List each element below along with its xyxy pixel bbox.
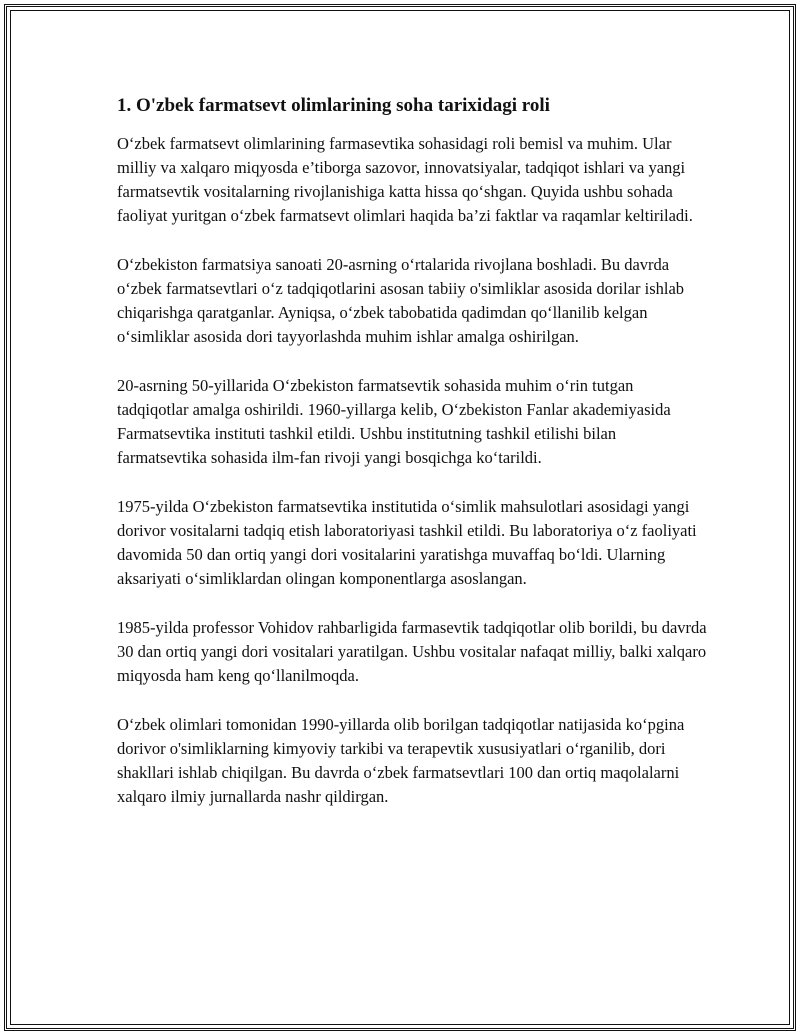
paragraph-industry-origins: O‘zbekiston farmatsiya sanoati 20-asrning o‘rtalarida rivojlana boshladi. Bu davrda o‘zbek farmatsevtlari o‘z tadqiqotlarini asosan tabiiy o'simliklar asosida dorilar ishlab chiqarishga qaratganlar. Ayniqsa, o‘zbek tabobatida qadimdan qo‘llanilib kelgan o‘simliklar asosida dori tayyorlashda muhim ishlar amalga oshirilgan. [117,255,685,346]
document-body [117,94,707,834]
section-title: 1. O'zbek farmatsevt olimlarining soha tarixidagi roli [117,95,550,116]
paragraph-1950s-1960s: 20-asrning 50-yillarida O‘zbekiston farmatsevtik sohasida muhim o‘rin tutgan tadqiqotlar amalga oshirildi. 1960-yillarga kelib, O‘zbekiston Fanlar akademiyasida Farmatsevtika instituti tashkil etildi. Ushbu institutning tashkil etilishi bilan farmatsevtika sohasida ilm-fan rivoji yangi bosqichga ko‘tarildi. [117,376,671,467]
paragraph-1990s-research: O‘zbek olimlari tomonidan 1990-yillarda olib borilgan tadqiqotlar natijasida ko‘pgina dorivor o'simliklarning kimyoviy tarkibi va terapevtik xususiyatlari o‘rganilib, dori shakllari ishlab chiqilgan. Bu davrda o‘zbek farmatsevtlari 100 dan ortiq maqolalarni xalqaro ilmiy jurnallarda nashr qildirgan. [117,715,685,806]
paragraph-introduction: O‘zbek farmatsevt olimlarining farmasevtika sohasidagi roli bemisl va muhim. Ular milliy va xalqaro miqyosda e’tiborga sazovor, innovatsiyalar, tadqiqot ishlari va yangi farmatsevtik vositalarning rivojlanishiga katta hissa qo‘shgan. Quyida ushbu sohada faoliyat yuritgan o‘zbek farmatsevt olimlari haqida ba’zi faktlar va raqamlar keltiriladi. [117,134,693,225]
paragraph-1985-research: 1985-yilda professor Vohidov rahbarligida farmasevtik tadqiqotlar olib borildi, bu davrda 30 dan ortiq yangi dori vositalari yaratilgan. Ushbu vositalar nafaqat milliy, balki xalqaro miqyosda ham keng qo‘llanilmoqda. [117,618,707,685]
paragraph-1975-laboratory: 1975-yilda O‘zbekiston farmatsevtika institutida o‘simlik mahsulotlari asosidagi yangi dorivor vositalarni tadqiq etish laboratoriyasi tashkil etildi. Bu laboratoriya o‘z faoliyati davomida 50 dan ortiq yangi dori vositalarini yaratishga muvaffaq bo‘ldi. Ularning aksariyati o‘simliklardan olingan komponentlarga asoslangan. [117,497,697,588]
